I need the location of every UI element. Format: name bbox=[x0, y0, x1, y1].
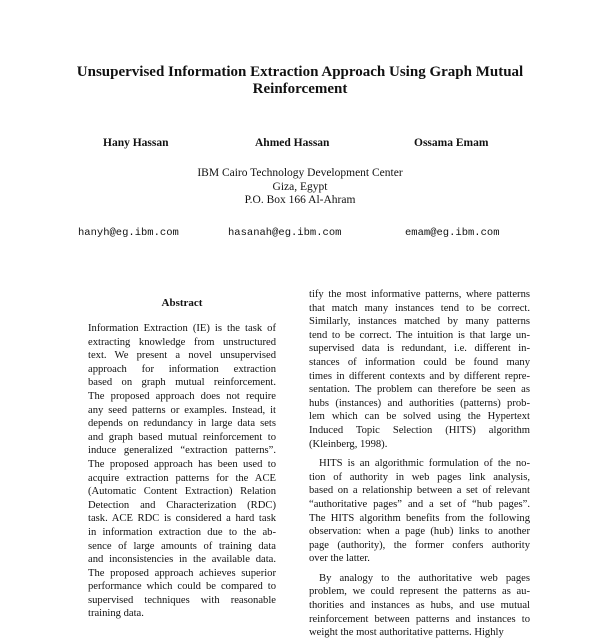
email-1: hanyh@eg.ibm.com bbox=[78, 227, 179, 239]
text-line: and inconsistencies in the available data. bbox=[88, 554, 276, 566]
text-line: based on graph mutual reinforcement. bbox=[88, 377, 276, 389]
right-paragraph-2 bbox=[309, 457, 530, 566]
affiliation-line-1: IBM Cairo Technology Development Center bbox=[197, 167, 403, 179]
text-line: HITS is an algorithmic formulation of the no- bbox=[319, 458, 530, 470]
text-line: sentation. The problem can therefore be seen as bbox=[309, 384, 530, 396]
text-line: Induced Topic Selection (HITS) algorithm bbox=[309, 424, 530, 436]
text-line: and graph based mutual reinforcement to bbox=[88, 431, 276, 443]
affiliation-line-2: Giza, Egypt bbox=[272, 180, 328, 193]
paper-title bbox=[60, 64, 540, 98]
text-line: “authoritative pages” and a set of “hub pages”. bbox=[309, 498, 530, 510]
text-line: Information Extraction (IE) is the task of bbox=[88, 323, 276, 334]
text-line: (Kleinberg, 1998). bbox=[309, 438, 388, 450]
text-line: thorities and instances as hubs, and use mutual bbox=[309, 600, 530, 612]
affiliation-line-3: P.O. Box 166 Al-Ahram bbox=[244, 194, 356, 207]
text-line: (Automatic Content Extraction) Relation bbox=[88, 486, 276, 498]
title-line-1: Unsupervised Information Extraction Approach Using Graph Mutual bbox=[76, 64, 524, 80]
right-column-body bbox=[309, 288, 530, 640]
affiliation bbox=[150, 167, 450, 208]
text-line: reinforcement between patterns and instances to bbox=[309, 613, 530, 625]
text-line: By analogy to the authoritative web pages bbox=[319, 572, 530, 584]
text-line: extracting knowledge from unstructured bbox=[88, 336, 276, 348]
text-line: tion of authority in web pages link analysis, bbox=[309, 471, 530, 483]
text-line: The proposed approach does not require bbox=[88, 390, 276, 402]
text-line: lem which can be solved using the Hypertext bbox=[309, 411, 530, 423]
text-line: supervised techniques with reasonable bbox=[88, 594, 276, 606]
abstract-body bbox=[88, 322, 276, 621]
right-paragraph-1 bbox=[309, 288, 530, 451]
author-1: Hany Hassan bbox=[103, 137, 169, 149]
text-line: depends on redundancy in large data sets bbox=[88, 418, 276, 430]
text-line: Detection and Characterization (RDC) bbox=[88, 499, 276, 511]
author-3: Ossama Emam bbox=[414, 137, 489, 149]
text-line: hubs (instances) and authorities (patterns) prob- bbox=[309, 397, 530, 409]
text-line: in information extraction due to the ab- bbox=[88, 526, 276, 538]
text-line: The proposed approach achieves superior bbox=[88, 567, 276, 579]
text-line: over the latter. bbox=[309, 553, 370, 565]
text-line: times in different contexts and by different repre- bbox=[309, 370, 530, 382]
text-line: stances of information could be found many bbox=[309, 356, 530, 368]
abstract-heading: Abstract bbox=[161, 297, 203, 309]
text-line: approach for information extraction bbox=[88, 363, 276, 375]
text-line: based on a relationship between a set of relevant bbox=[309, 485, 530, 497]
text-line: any seed patterns or examples. Instead, it bbox=[88, 404, 276, 416]
text-line: acquire extraction patterns for the ACE bbox=[88, 472, 276, 484]
text-line: observation: when a page (hub) links to another bbox=[309, 526, 530, 538]
text-line: sence of large amounts of training data bbox=[88, 540, 276, 552]
email-2: hasanah@eg.ibm.com bbox=[228, 227, 342, 239]
text-line: page (authority), the former confers authority bbox=[309, 539, 530, 551]
text-line: induce generalized “extraction patterns”. bbox=[88, 445, 276, 457]
text-line: The HITS algorithm benefits from the following bbox=[309, 512, 530, 524]
author-2: Ahmed Hassan bbox=[255, 137, 330, 149]
email-3: emam@eg.ibm.com bbox=[405, 227, 500, 239]
right-paragraph-3 bbox=[309, 572, 530, 640]
text-line: problem, we could represent the patterns as au- bbox=[309, 586, 530, 598]
text-line: that match many instances tend to be correct. bbox=[309, 302, 530, 314]
text-line: The proposed approach has been used to bbox=[88, 458, 276, 470]
text-line: tend to be correct. The intuition is that large un- bbox=[309, 329, 530, 341]
text-line: performance which could be compared to bbox=[88, 581, 276, 593]
title-line-2: Reinforcement bbox=[252, 81, 348, 97]
text-line: supervised data is redundant, i.e. different in- bbox=[309, 343, 530, 355]
text-line: training data. bbox=[88, 608, 144, 620]
text-line: Similarly, instances matched by many patterns bbox=[309, 316, 530, 328]
text-line: text. We present a novel unsupervised bbox=[88, 350, 276, 362]
text-line: tify the most informative patterns, where patterns bbox=[309, 289, 530, 300]
text-line: weight the most authoritative patterns. Highly bbox=[309, 627, 504, 639]
text-line: task. ACE RDC is considered a hard task bbox=[88, 513, 276, 525]
